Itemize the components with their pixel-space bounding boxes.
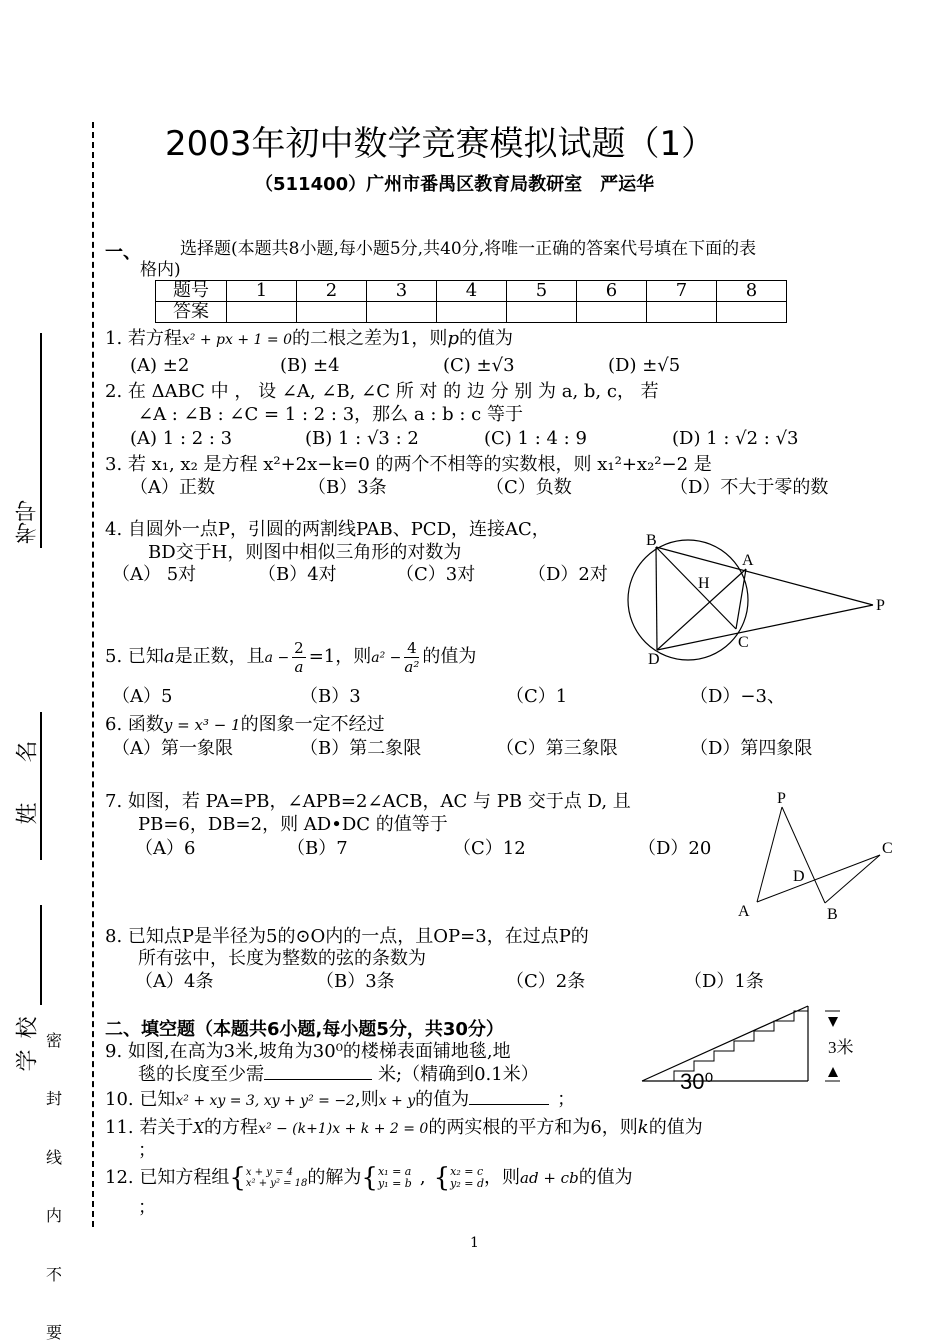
answer-table [155,280,787,323]
q2-option-c: (C) 1 : 4 : 9 [484,428,587,449]
question-4-line1: 4. 自圆外一点P，引圆的两割线PAB、PCD，连接AC， [105,519,550,540]
question-11-stem [105,1117,703,1140]
q9-text-b: 米;（精确到0.1米） [378,1064,539,1085]
q9-text-a: 毯的长度至少需 [138,1064,264,1085]
school-rule [40,905,42,1005]
q12-text-c: ，则 [484,1167,521,1188]
q4-option-a: （A） 5对 [112,564,197,585]
answer-table-number: 8 [717,281,787,302]
q9-answer-blank[interactable] [264,1063,372,1080]
q4-label-a: A [742,552,754,569]
q5-option-a: （A）5 [112,686,173,707]
q12-solution-1 [361,1165,411,1191]
answer-table-number: 5 [507,281,577,302]
q5-text-b: 是正数，且 [174,646,265,667]
q9-arrow-up [828,1067,838,1077]
q6-option-d: （D）第四象限 [690,738,813,759]
section1-instructions-cont: 格内) [140,260,181,280]
q5-option-d: （D）−3、 [690,686,785,707]
q8-option-b: （B）3条 [316,971,395,992]
q12-sol1-x: x₁ = a [377,1165,412,1178]
q2-option-d: (D) 1 : √2 : √3 [672,428,799,449]
question-9-line2 [138,1063,539,1086]
q1-text-b: 的二根之差为1，则 [291,328,448,349]
q10-expr: x + y [378,1093,416,1109]
q2-option-b: (B) 1 : √3 : 2 [305,428,419,449]
q12-system-eq1: x + y = 4 [245,1167,294,1178]
q5-text-c: 的值为 [422,646,477,667]
q8-option-a: （A）4条 [135,971,214,992]
q4-label-p: P [876,597,885,614]
q7-option-c: （C）12 [453,838,526,859]
q3-option-a: （A）正数 [130,477,215,498]
q12-system [229,1165,307,1191]
q4-label-h: H [698,575,710,592]
q4-circle [628,540,748,660]
q7-segment-bc [825,855,880,903]
q9-staircase-figure [640,1003,870,1098]
q12-solution-2 [434,1165,484,1191]
name-label-2: 名 [15,740,41,763]
q12-brace-3: { [433,1163,451,1193]
q1-option-c: (C) ±√3 [443,355,515,376]
seal-char: 要 [46,1323,63,1342]
q1-option-d: (D) ±√5 [608,355,681,376]
q5-frac1-num: 2 [294,638,304,657]
q5-frac2-num: 4 [404,639,419,658]
q5-text-a: 5. 已知 [105,646,164,667]
q10-end: ； [557,1089,576,1110]
answer-cell[interactable] [647,302,717,323]
answer-table-number: 7 [647,281,717,302]
q5-expr1: a − [264,650,290,666]
question-7-line2: PB=6，DB=2，则 AD•DC 的值等于 [138,814,448,835]
school-label-1: 学 [15,1049,41,1072]
answer-cell[interactable] [577,302,647,323]
q12-text-d: 的值为 [578,1167,633,1188]
q5-option-b: （B）3 [300,686,361,707]
q3-option-c: （C）负数 [486,477,572,498]
q11-text-b: 的方程 [204,1117,259,1138]
q5-option-c: （C）1 [506,686,568,707]
q6-text-b: 的图象一定不经过 [240,714,385,735]
seal-char: 内 [46,1206,63,1225]
q5-eq1: =1，则 [308,646,372,667]
section1-instructions: 选择题(本题共8小题,每小题5分,共40分,将唯一正确的答案代号填在下面的表 [180,239,757,259]
q7-option-b: （B）7 [287,838,348,859]
q3-option-b: （B）3条 [308,477,387,498]
q10-text-c: 的值为 [415,1089,470,1110]
q4-label-b: B [646,532,657,549]
answer-table-answer-row [156,302,787,323]
q12-brace-2: { [361,1163,378,1193]
q6-equation: y = x³ − 1 [163,716,241,734]
q4-diag-bc [656,547,736,629]
page-title: 2003年初中数学竞赛模拟试题（1） [165,124,716,164]
q4-option-c: （C）3对 [396,564,476,585]
answer-cell[interactable] [297,302,367,323]
seal-char: 不 [46,1265,63,1284]
question-8-line2: 所有弦中，长度为整数的弦的条数为 [138,948,426,969]
q7-label-c: C [882,840,893,857]
q8-option-c: （C）2条 [506,971,586,992]
seal-char: 密 [46,1031,63,1050]
q4-secant-pb [656,547,873,605]
answer-table-header-row [156,281,787,302]
seal-char: 封 [46,1089,63,1108]
q4-circle-figure [620,525,900,675]
question-3-stem: 3. 若 x₁, x₂ 是方程 x²+2x−k=0 的两个不相等的实数根，则 x₁²+x₂²−2 是 [105,454,712,475]
q6-option-b: （B）第二象限 [300,738,422,759]
seal-char: 线 [46,1148,63,1167]
q12-sol2-lines [450,1166,484,1190]
q1-option-b: (B) ±4 [280,355,340,376]
q3-option-d: （D）不大于零的数 [670,477,829,498]
q12-brace-1: { [229,1163,246,1193]
q4-label-d: D [648,651,660,668]
q9-slope [642,1006,808,1081]
q12-end: ； [138,1197,156,1218]
q11-equation: x² − (k+1)x + k + 2 = 0 [258,1121,429,1137]
question-7-line1: 7. 如图，若 PA=PB，∠APB=2∠ACB，AC 与 PB 交于点 D, 且 [105,791,631,812]
q11-end: ； [138,1140,156,1161]
question-5-stem [105,634,476,680]
q7-label-b: B [827,906,838,923]
answer-table-number: 4 [437,281,507,302]
q12-sol2-x: x₂ = c [450,1165,484,1178]
answer-cell[interactable] [367,302,437,323]
q11-var-x: X [193,1119,205,1137]
q12-sol2-y: y₂ = d [450,1177,485,1190]
q5-expr2: a² − [371,650,402,666]
q9-arrow-down [828,1017,838,1027]
q12-expr: ad + cb [520,1169,579,1187]
q8-option-d: （D）1条 [684,971,764,992]
q5-var-a: a [163,646,175,667]
q7-segment-pa [757,807,782,902]
q6-text-a: 6. 函数 [105,714,164,735]
question-6-stem [105,714,385,736]
answer-table-row-label: 答案 [156,302,227,323]
question-8-line1: 8. 已知点P是半径为5的⊙O内的一点，且OP=3，在过点P的 [105,926,589,947]
q10-text-a: 10. 已知 [105,1089,176,1110]
q5-frac1-den: a [294,657,304,676]
q4-option-b: （B）4对 [258,564,337,585]
page-number: 1 [470,1235,479,1251]
q5-frac1 [292,639,306,676]
question-2-line1: 2. 在 ΔABC 中 ， 设 ∠A, ∠B, ∠C 所 对 的 边 分 别 为 a, b, c， 若 [105,381,659,402]
q12-system-eq2: x² + y² = 18 [245,1178,308,1189]
q7-segment-ac [757,855,880,902]
question-10-stem [105,1088,575,1112]
q12-system-lines [246,1167,308,1189]
answer-table-number: 2 [297,281,367,302]
page-subtitle: （511400）广州市番禺区教育局教研室 严运华 [255,174,655,195]
q7-label-d: D [793,868,805,885]
q4-label-c: C [738,634,749,651]
question-1-stem [105,328,513,351]
q9-stairs [642,1011,808,1081]
q6-option-a: （A）第一象限 [112,738,233,759]
q12-text-b: 的解为 [307,1167,362,1188]
q10-condition: x² + xy = 3, xy + y² = −2 [175,1093,355,1109]
q1-text-a: 1. 若方程 [105,328,182,349]
answer-cell[interactable] [437,302,507,323]
school-label-2: 校 [15,1016,41,1039]
q1-var: p [447,328,459,349]
q10-answer-blank[interactable] [469,1088,549,1105]
q12-text-a: 12. 已知方程组 [105,1167,230,1188]
q1-equation: x² + px + 1 = 0 [181,332,292,348]
exam-number-label: 考号 [15,500,40,544]
q4-secant-pd [657,605,873,650]
answer-table-number: 1 [227,281,297,302]
q7-triangle-figure [735,785,905,925]
q12-sol1-lines [378,1166,412,1190]
answer-table-number: 6 [577,281,647,302]
q1-text-c: 的值为 [458,328,513,349]
q11-text-c: 的两实根的平方和为6，则 [428,1117,638,1138]
name-rule [40,712,42,860]
q7-option-a: （A）6 [135,838,196,859]
q2-option-a: (A) 1 : 2 : 3 [130,428,233,449]
answer-cell[interactable] [507,302,577,323]
q11-text-d: 的值为 [648,1117,703,1138]
q9-height-label: 3米 [828,1038,854,1057]
answer-table-number: 3 [367,281,437,302]
binding-dashed-line [92,122,94,1227]
q7-segment-pb [782,807,825,903]
answer-table-row-label: 题号 [156,281,227,302]
answer-cell[interactable] [717,302,787,323]
section2-heading: 二、填空题（本题共6小题,每小题5分，共30分） [105,1019,504,1040]
q10-text-b: ,则 [354,1089,379,1110]
question-12-stem [105,1165,633,1195]
q1-option-a: (A) ±2 [130,355,190,376]
q12-sol1-y: y₁ = b [377,1177,412,1190]
answer-cell[interactable] [227,302,297,323]
q7-option-d: （D）20 [638,838,712,859]
q4-option-d: （D）2对 [528,564,608,585]
q6-option-c: （C）第三象限 [496,738,618,759]
question-2-line2: ∠A : ∠B : ∠C = 1 : 2 : 3，那么 a : b : c 等于 [138,404,523,425]
q7-label-a: A [738,903,750,920]
q5-frac2 [404,639,419,676]
q11-var-k: k [637,1117,649,1138]
question-9-line1: 9. 如图,在高为3米,坡角为30⁰的楼梯表面铺地毯,地 [105,1041,511,1062]
q4-chord-bd [656,547,657,650]
name-label-1: 姓 [15,802,41,825]
q5-frac2-den: a² [404,657,420,676]
q7-label-p: P [777,790,786,807]
q11-text-a: 11. 若关于 [105,1117,194,1138]
q9-angle-label: 30⁰ [680,1069,714,1094]
q12-sep: , [419,1167,426,1188]
question-4-line2: BD交于H，则图中相似三角形的对数为 [148,542,462,563]
section1-number: 一、 [105,242,141,263]
